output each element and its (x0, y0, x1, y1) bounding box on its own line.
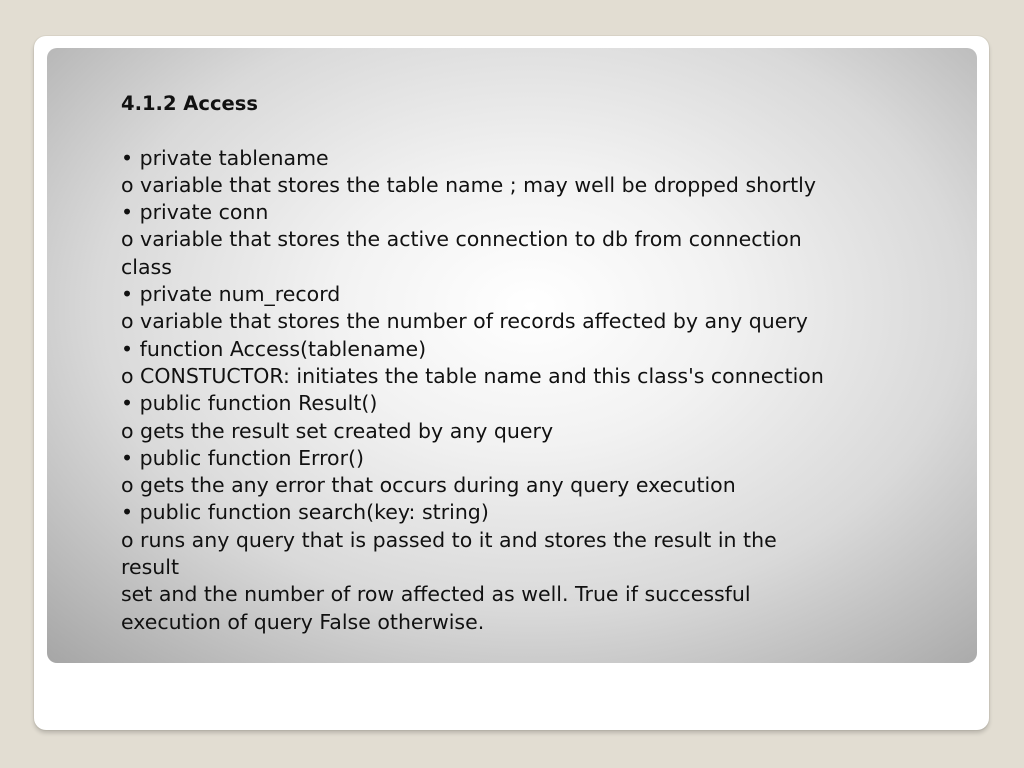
sub-line: o variable that stores the table name ; may well be dropped shortly (121, 172, 816, 197)
sub-line: o gets the any error that occurs during any query execution (121, 473, 736, 498)
heading-spacer (121, 117, 921, 144)
sub-line: o variable that stores the active connection to db from connection (121, 227, 802, 252)
sub-line-continued: result (121, 555, 179, 580)
sub-line: o CONSTUCTOR: initiates the table name and this class's connection (121, 363, 824, 388)
bullet-line: • function Access(tablename) (121, 336, 427, 361)
slide-text (121, 90, 921, 636)
bullet-line: • private num_record (121, 282, 341, 307)
bullet-line: • private tablename (121, 145, 329, 170)
bullet-line: • public function Result() (121, 391, 378, 416)
sub-line: o runs any query that is passed to it and stores the result in the (121, 527, 777, 552)
bullet-line: • public function Error() (121, 445, 365, 470)
bullet-line: • public function search(key: string) (121, 500, 489, 525)
slide-heading: 4.1.2 Access (121, 92, 258, 115)
sub-line: o variable that stores the number of records affected by any query (121, 309, 808, 334)
sub-line-continued: set and the number of row affected as well. True if successful (121, 582, 751, 607)
sub-line: o gets the result set created by any query (121, 418, 554, 443)
sub-line-continued: execution of query False otherwise. (121, 609, 485, 634)
bullet-line: • private conn (121, 200, 269, 225)
sub-line-continued: class (121, 254, 172, 279)
